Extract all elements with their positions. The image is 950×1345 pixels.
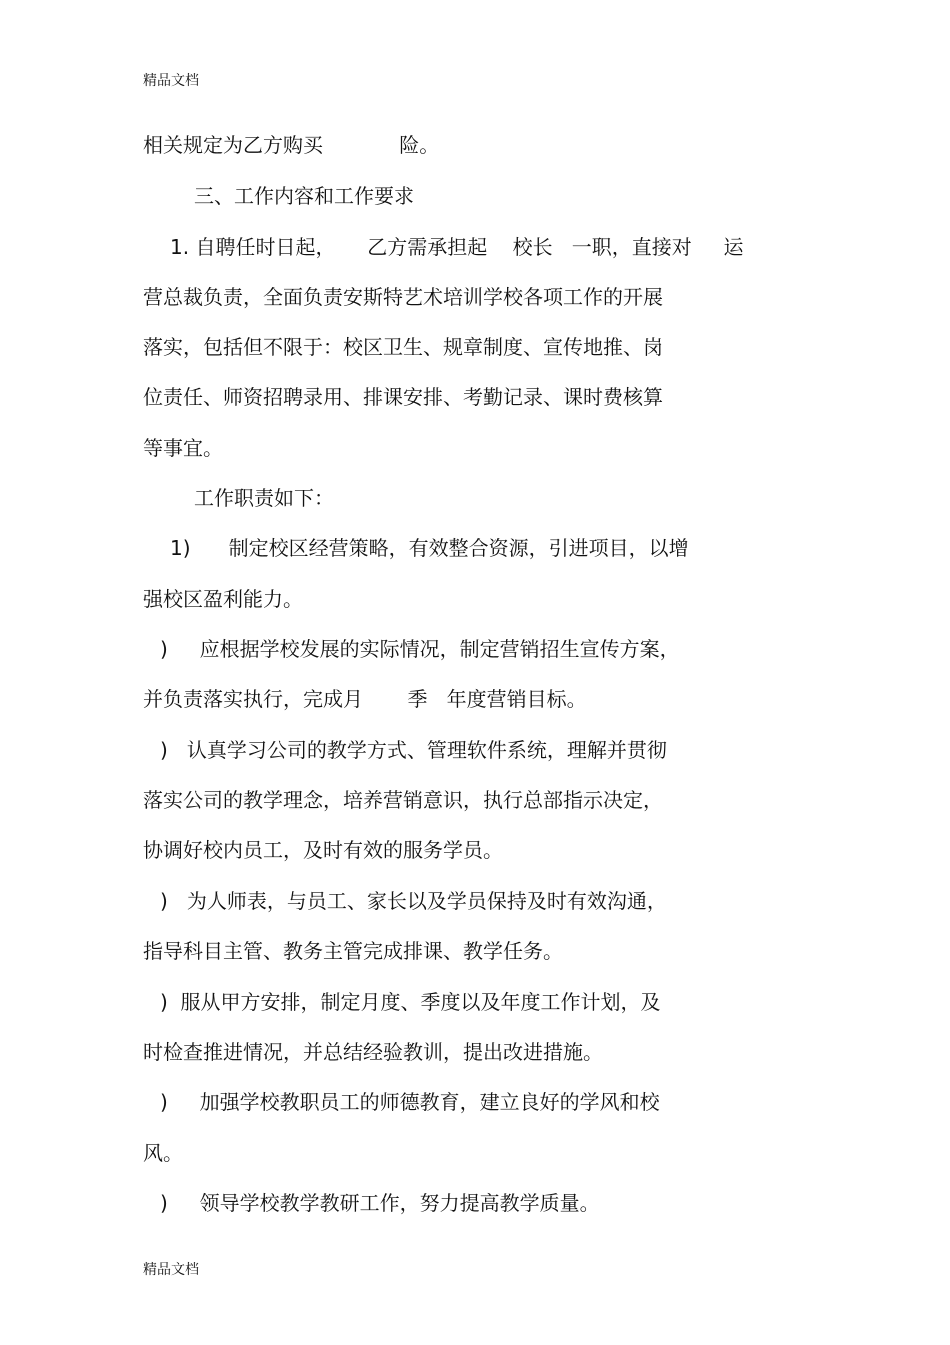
list-item: ) 领导学校教学教研工作，努力提高教学质量。 <box>160 1191 600 1215</box>
list-item: ) 加强学校教职员工的师德教育，建立良好的学风和校 <box>160 1090 660 1114</box>
text-line: 等事宜。 <box>143 436 223 460</box>
list-item: ) 认真学习公司的教学方式、管理软件系统，理解并贯彻 <box>160 738 667 762</box>
section-heading: 三、工作内容和工作要求 <box>194 184 414 208</box>
text-line: 强校区盈利能力。 <box>143 587 303 611</box>
text-line: 并负责落实执行，完成月 季 年度营销目标。 <box>143 687 587 711</box>
header-watermark: 精品文档 <box>143 73 199 89</box>
text-line: 营总裁负责，全面负责安斯特艺术培训学校各项工作的开展 <box>143 285 663 309</box>
list-item: ) 应根据学校发展的实际情况，制定营销招生宣传方案， <box>160 637 680 661</box>
footer-watermark: 精品文档 <box>143 1262 199 1278</box>
list-item: ) 服从甲方安排，制定月度、季度以及年度工作计划，及 <box>160 990 661 1014</box>
text-line: 工作职责如下： <box>194 486 334 510</box>
text-line: 位责任、师资招聘录用、排课安排、考勤记录、课时费核算 <box>143 385 663 409</box>
text-line: 指导科目主管、教务主管完成排课、教学任务。 <box>143 939 563 963</box>
text-line: 1. 自聘任时日起， 乙方需承担起 校长 一职，直接对 运 <box>170 235 744 259</box>
text-line: 时检查推进情况，并总结经验教训，提出改进措施。 <box>143 1040 603 1064</box>
text-line: 落实，包括但不限于：校区卫生、规章制度、宣传地推、岗 <box>143 335 663 359</box>
list-item: 1) 制定校区经营策略，有效整合资源，引进项目，以增 <box>170 536 689 560</box>
text-line: 风。 <box>143 1141 183 1165</box>
text-line: 相关规定为乙方购买 险。 <box>143 133 440 157</box>
list-item: ) 为人师表，与员工、家长以及学员保持及时有效沟通， <box>160 889 667 913</box>
text-line: 协调好校内员工，及时有效的服务学员。 <box>143 838 503 862</box>
text-line: 落实公司的教学理念，培养营销意识，执行总部指示决定， <box>143 788 663 812</box>
